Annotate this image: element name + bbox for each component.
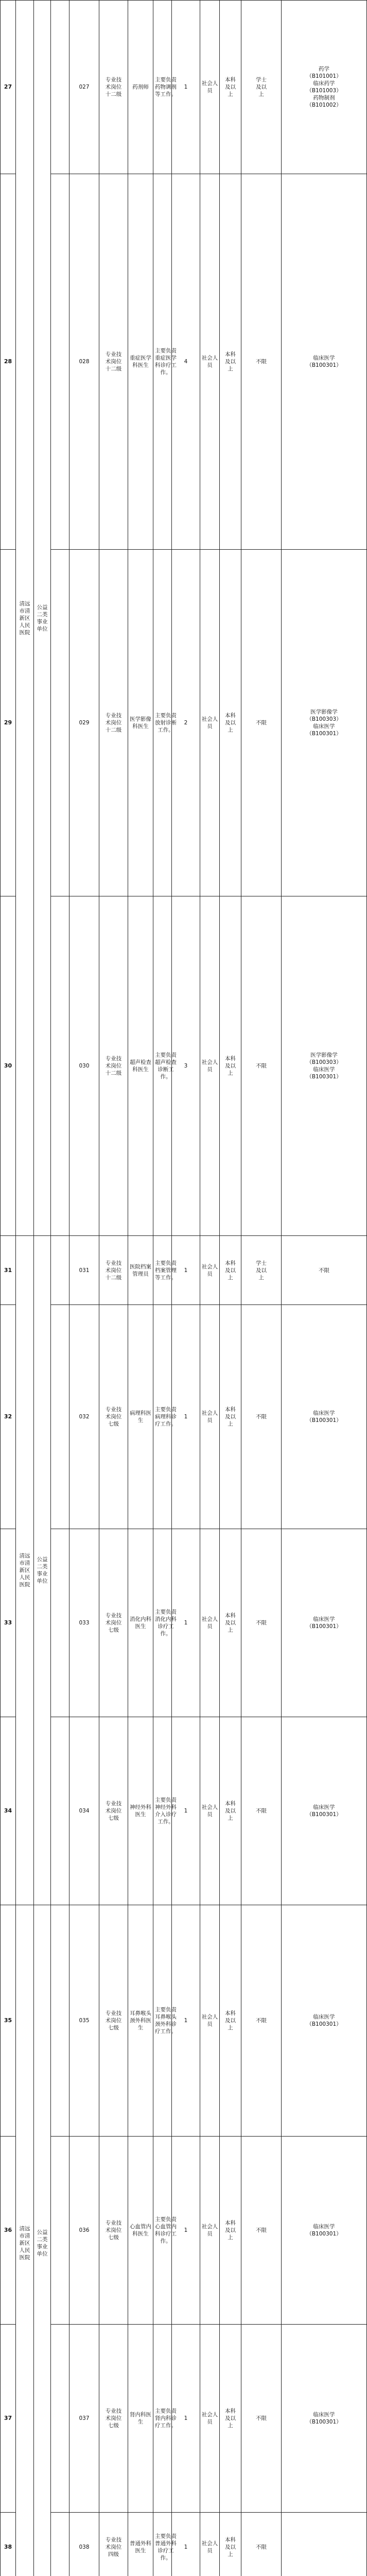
blank-cell — [51, 2513, 69, 2576]
headcount — [172, 896, 200, 1236]
target-group-text: 社会人员 — [201, 1263, 218, 1278]
degree-text: 不限 — [254, 719, 269, 726]
position-grade-text: 专业技术岗位七级 — [103, 1612, 124, 1634]
target-group-text: 社会人员 — [201, 2540, 218, 2554]
education — [220, 1529, 241, 1717]
row-number-text: 34 — [2, 1807, 14, 1815]
education — [220, 2325, 241, 2513]
bachelor-major-line: （B100301） — [283, 2021, 365, 2028]
position-grade-text: 专业技术岗位十二级 — [103, 1260, 124, 1281]
row-number — [1, 174, 16, 550]
table-row — [1, 2513, 367, 2576]
employer-name — [16, 1236, 34, 1905]
degree — [241, 1905, 282, 2137]
degree — [241, 1529, 282, 1717]
table-row — [1, 2325, 367, 2513]
bachelor-major-line: 临床医学 — [283, 354, 365, 362]
table-row — [1, 174, 367, 550]
position-title-text: 普通外科医生 — [129, 2540, 152, 2554]
bachelor-major-line: 临床医学 — [283, 1410, 365, 1417]
employer-name-text: 清远市清新区人民医院 — [18, 600, 32, 636]
education — [220, 896, 241, 1236]
row-number — [1, 2513, 16, 2576]
bachelor-major-line: （B100303） — [283, 716, 365, 723]
position-title-text: 神经外科医生 — [129, 1804, 152, 1818]
bachelor-major — [282, 1717, 367, 1905]
position-title — [128, 1529, 153, 1717]
bachelor-major-line: （B100301） — [283, 1417, 365, 1424]
education-text: 本科及以上 — [223, 1612, 238, 1634]
table-row — [1, 1905, 367, 2137]
position-title-text: 超声检查科医生 — [129, 1059, 152, 1073]
target-group — [200, 2513, 220, 2576]
table-row — [1, 1717, 367, 1905]
target-group-text: 社会人员 — [201, 2013, 218, 2028]
row-number-text: 32 — [2, 1413, 14, 1420]
job-duty — [153, 1905, 172, 2137]
position-code-text: 027 — [71, 83, 98, 91]
job-duty — [153, 896, 172, 1236]
target-group-text: 社会人员 — [201, 354, 218, 369]
job-duty-text: 主要负责药物调剂等工作。 — [154, 76, 177, 98]
bachelor-major-line: 医学影像学 — [283, 708, 365, 716]
bachelor-major-line: （B101003） — [283, 87, 365, 94]
target-group — [200, 550, 220, 896]
degree-text: 不限 — [254, 2544, 269, 2551]
bachelor-major-line: 临床药学 — [283, 80, 365, 87]
bachelor-major-line: （B100303） — [283, 1059, 365, 1066]
degree — [241, 550, 282, 896]
employer-name — [16, 1, 34, 1236]
degree-text: 不限 — [254, 1062, 269, 1070]
unit-type-text: 公益二类事业单位 — [35, 604, 49, 633]
position-grade-text: 专业技术岗位七级 — [103, 1406, 124, 1428]
bachelor-major-line: （B101002） — [283, 101, 365, 109]
job-duty — [153, 1529, 172, 1717]
bachelor-major-line: 医学影像学 — [283, 1052, 365, 1059]
position-code — [69, 1717, 99, 1905]
target-group — [200, 1717, 220, 1905]
unit-type-text: 公益二类事业单位 — [35, 1556, 49, 1585]
position-title — [128, 1305, 153, 1529]
position-code-text: 033 — [71, 1619, 98, 1626]
bachelor-major — [282, 550, 367, 896]
degree — [241, 1717, 282, 1905]
headcount-text: 1 — [173, 83, 199, 91]
education-text: 本科及以上 — [223, 1260, 238, 1281]
position-title-text: 肾内科医生 — [129, 2411, 152, 2426]
job-duty-text: 主要负责心血管内科诊疗工作。 — [154, 2216, 177, 2245]
job-duty-text: 主要负责消化内科诊疗工作。 — [154, 1608, 177, 1637]
education-text: 本科及以上 — [223, 1055, 238, 1077]
position-title-text: 心血管内科医生 — [129, 2223, 152, 2238]
position-title — [128, 1236, 153, 1305]
row-number-text: 27 — [2, 83, 14, 91]
position-title-text: 重症医学科医生 — [129, 354, 152, 369]
position-title — [128, 1905, 153, 2137]
bachelor-major-line: （B100301） — [283, 2418, 365, 2426]
blank-cell — [51, 2325, 69, 2513]
position-grade-text: 专业技术岗位七级 — [103, 2408, 124, 2429]
headcount-text: 4 — [173, 358, 199, 365]
position-code-text: 030 — [71, 1062, 98, 1070]
bachelor-major — [282, 1905, 367, 2137]
bachelor-major-line: 临床医学 — [283, 723, 365, 730]
degree — [241, 2325, 282, 2513]
education — [220, 2513, 241, 2576]
bachelor-major-line: （B100301） — [283, 730, 365, 737]
job-duty — [153, 2325, 172, 2513]
row-number — [1, 1236, 16, 1305]
job-duty — [153, 2513, 172, 2576]
bachelor-major-line: 不限 — [283, 1267, 365, 1274]
bachelor-major — [282, 174, 367, 550]
job-duty-text: 主要负责神经外科介入诊疗工作。 — [154, 1797, 177, 1825]
bachelor-major-line: （B100301） — [283, 362, 365, 369]
position-code — [69, 2513, 99, 2576]
headcount — [172, 1529, 200, 1717]
job-duty-text: 主要负责放射诊断工作。 — [154, 712, 177, 734]
degree-text: 不限 — [254, 2415, 269, 2422]
position-grade-text: 专业技术岗位七级 — [103, 2010, 124, 2031]
target-group-text: 社会人员 — [201, 1804, 218, 1818]
bachelor-major — [282, 1, 367, 174]
bachelor-major-line: 药物制剂 — [283, 94, 365, 101]
row-number-text: 30 — [2, 1062, 14, 1070]
row-number — [1, 1717, 16, 1905]
target-group — [200, 2137, 220, 2325]
position-grade — [99, 174, 128, 550]
blank-cell — [51, 550, 69, 896]
position-code-text: 032 — [71, 1413, 98, 1420]
headcount-text: 1 — [173, 2017, 199, 2024]
headcount-text: 2 — [173, 719, 199, 726]
row-number — [1, 896, 16, 1236]
position-grade-text: 专业技术岗位十二级 — [103, 1055, 124, 1077]
position-title-text: 耳鼻喉头颈外科医生 — [129, 2010, 152, 2031]
position-grade — [99, 1, 128, 174]
position-grade — [99, 2325, 128, 2513]
table-row — [1, 2137, 367, 2325]
row-number — [1, 2325, 16, 2513]
table-row — [1, 1305, 367, 1529]
bachelor-major-line: （B101001） — [283, 73, 365, 80]
position-code — [69, 1529, 99, 1717]
row-number-text: 33 — [2, 1619, 14, 1626]
position-title — [128, 2325, 153, 2513]
unit-type — [34, 1236, 51, 1905]
position-code-text: 037 — [71, 2415, 98, 2422]
position-grade — [99, 896, 128, 1236]
job-duty — [153, 174, 172, 550]
position-grade-text: 专业技术岗位十二级 — [103, 76, 124, 98]
degree-text: 不限 — [254, 1807, 269, 1815]
table-row — [1, 1, 367, 174]
bachelor-major-line: 临床医学 — [283, 1616, 365, 1623]
bachelor-major-line: 临床医学 — [283, 2013, 365, 2021]
target-group-text: 社会人员 — [201, 2411, 218, 2426]
position-code-text: 034 — [71, 1807, 98, 1815]
education — [220, 550, 241, 896]
bachelor-major-line: 临床医学 — [283, 2411, 365, 2418]
position-grade — [99, 2513, 128, 2576]
row-number — [1, 550, 16, 896]
position-grade-text: 专业技术岗位四级 — [103, 2536, 124, 2558]
target-group — [200, 896, 220, 1236]
row-number-text: 31 — [2, 1267, 14, 1274]
bachelor-major-line: （B100301） — [283, 2230, 365, 2238]
unit-type — [34, 1, 51, 1236]
target-group-text: 社会人员 — [201, 716, 218, 730]
education-text: 本科及以上 — [223, 712, 238, 734]
row-number-text: 35 — [2, 2017, 14, 2024]
bachelor-major — [282, 2513, 367, 2576]
row-number — [1, 1905, 16, 2137]
job-duty — [153, 1717, 172, 1905]
position-title-text: 医院档案管理员 — [129, 1263, 152, 1278]
employer-name-text: 清远市清新区人民医院 — [18, 2225, 32, 2261]
blank-cell — [51, 1905, 69, 2137]
table-row — [1, 1236, 367, 1305]
headcount-text: 1 — [173, 1413, 199, 1420]
position-grade — [99, 1529, 128, 1717]
bachelor-major — [282, 2325, 367, 2513]
position-code-text: 029 — [71, 719, 98, 726]
position-code-text: 035 — [71, 2017, 98, 2024]
position-title-text: 消化内科医生 — [129, 1616, 152, 1630]
job-duty-text: 主要负责档案管理等工作。 — [154, 1260, 177, 1281]
unit-type-text: 公益二类事业单位 — [35, 2229, 49, 2258]
target-group-text: 社会人员 — [201, 2223, 218, 2238]
degree-text: 学士及以上 — [254, 1260, 269, 1281]
row-number-text: 28 — [2, 358, 14, 365]
position-code-text: 031 — [71, 1267, 98, 1274]
position-grade-text: 专业技术岗位七级 — [103, 2219, 124, 2241]
target-group — [200, 1305, 220, 1529]
degree — [241, 1236, 282, 1305]
blank-cell — [51, 1236, 69, 1305]
job-duty — [153, 1305, 172, 1529]
row-number — [1, 1, 16, 174]
job-duty — [153, 2137, 172, 2325]
bachelor-major-line: 临床医学 — [283, 2223, 365, 2230]
bachelor-major-line: 临床医学 — [283, 1066, 365, 1073]
education-text: 本科及以上 — [223, 1406, 238, 1428]
education-text: 本科及以上 — [223, 2219, 238, 2241]
position-grade — [99, 1305, 128, 1529]
headcount-text: 1 — [173, 1619, 199, 1626]
bachelor-major — [282, 1305, 367, 1529]
blank-cell — [51, 1717, 69, 1905]
position-title — [128, 174, 153, 550]
job-duty — [153, 1236, 172, 1305]
headcount-text: 1 — [173, 1267, 199, 1274]
blank-cell — [51, 174, 69, 550]
bachelor-major — [282, 1236, 367, 1305]
bachelor-major-line: （B100301） — [283, 1623, 365, 1630]
education-text: 本科及以上 — [223, 2536, 238, 2558]
position-grade — [99, 1905, 128, 2137]
job-duty-text: 主要负责肾内科诊疗工作。 — [154, 2408, 177, 2429]
position-code-text: 028 — [71, 358, 98, 365]
education — [220, 174, 241, 550]
bachelor-major — [282, 1529, 367, 1717]
position-code-text: 036 — [71, 2227, 98, 2234]
education — [220, 1236, 241, 1305]
education-text: 本科及以上 — [223, 76, 238, 98]
position-title-text: 药剂师 — [129, 83, 152, 91]
education — [220, 2137, 241, 2325]
position-grade-text: 专业技术岗位七级 — [103, 1800, 124, 1822]
position-title — [128, 1717, 153, 1905]
position-grade — [99, 1717, 128, 1905]
position-title-text: 病理科医生 — [129, 1410, 152, 1424]
position-code — [69, 896, 99, 1236]
job-duty-text: 主要负责普通外科诊疗工作。 — [154, 2533, 177, 2562]
row-number — [1, 1529, 16, 1717]
bachelor-major — [282, 896, 367, 1236]
employer-name — [16, 1905, 34, 2576]
education — [220, 1717, 241, 1905]
degree-text: 不限 — [254, 2227, 269, 2234]
row-number-text: 36 — [2, 2227, 14, 2234]
row-number — [1, 2137, 16, 2325]
unit-type — [34, 1905, 51, 2576]
headcount-text: 1 — [173, 1807, 199, 1815]
target-group — [200, 174, 220, 550]
position-code — [69, 1, 99, 174]
degree-text: 不限 — [254, 358, 269, 365]
position-grade-text: 专业技术岗位十二级 — [103, 712, 124, 734]
job-duty — [153, 1, 172, 174]
job-duty-text: 主要负责耳鼻喉头颈外科诊疗工作。 — [154, 2006, 177, 2035]
headcount-text: 1 — [173, 2544, 199, 2551]
position-code — [69, 1305, 99, 1529]
position-title — [128, 1, 153, 174]
headcount-text: 1 — [173, 2227, 199, 2234]
education-text: 本科及以上 — [223, 1800, 238, 1822]
degree-text: 学士及以上 — [254, 76, 269, 98]
education-text: 本科及以上 — [223, 2408, 238, 2429]
education — [220, 1, 241, 174]
education — [220, 1905, 241, 2137]
target-group — [200, 2325, 220, 2513]
bachelor-major — [282, 2137, 367, 2325]
target-group-text: 社会人员 — [201, 80, 218, 94]
row-number — [1, 1305, 16, 1529]
bachelor-major-line: （B100301） — [283, 1811, 365, 1818]
target-group-text: 社会人员 — [201, 1616, 218, 1630]
job-duty-text: 主要负责重症医学科诊疗工作。 — [154, 347, 177, 376]
position-code — [69, 2137, 99, 2325]
degree — [241, 1305, 282, 1529]
degree — [241, 1, 282, 174]
job-duty-text: 主要负责病理科诊疗工作。 — [154, 1406, 177, 1428]
position-code — [69, 550, 99, 896]
degree — [241, 896, 282, 1236]
position-title — [128, 550, 153, 896]
education — [220, 1305, 241, 1529]
target-group — [200, 1529, 220, 1717]
target-group-text: 社会人员 — [201, 1059, 218, 1073]
position-title — [128, 2137, 153, 2325]
position-code — [69, 2325, 99, 2513]
education-text: 本科及以上 — [223, 351, 238, 372]
position-title-text: 医学影像科医生 — [129, 716, 152, 730]
position-code — [69, 174, 99, 550]
job-duty-text: 主要负责超声检查诊断工作。 — [154, 1052, 177, 1080]
target-group — [200, 1905, 220, 2137]
headcount-text: 3 — [173, 1062, 199, 1070]
row-number-text: 37 — [2, 2415, 14, 2422]
target-group — [200, 1236, 220, 1305]
table-row — [1, 1529, 367, 1717]
target-group — [200, 1, 220, 174]
degree — [241, 2513, 282, 2576]
position-grade — [99, 1236, 128, 1305]
blank-cell — [51, 1, 69, 174]
blank-cell — [51, 1529, 69, 1717]
position-title — [128, 2513, 153, 2576]
row-number-text: 29 — [2, 719, 14, 726]
bachelor-major-line: 药学 — [283, 65, 365, 73]
degree — [241, 2137, 282, 2325]
position-code — [69, 1236, 99, 1305]
employer-name-text: 清远市清新区人民医院 — [18, 1552, 32, 1588]
position-grade — [99, 550, 128, 896]
target-group-text: 社会人员 — [201, 1410, 218, 1424]
degree-text: 不限 — [254, 1413, 269, 1420]
degree — [241, 174, 282, 550]
row-number-text: 38 — [2, 2544, 14, 2551]
degree-text: 不限 — [254, 1619, 269, 1626]
table-row — [1, 896, 367, 1236]
position-grade — [99, 2137, 128, 2325]
table-row — [1, 550, 367, 896]
bachelor-major-line: 临床医学 — [283, 1804, 365, 1811]
headcount-text: 1 — [173, 2415, 199, 2422]
position-grade-text: 专业技术岗位十二级 — [103, 351, 124, 372]
blank-cell — [51, 1305, 69, 1529]
education-text: 本科及以上 — [223, 2010, 238, 2031]
degree-text: 不限 — [254, 2017, 269, 2024]
position-code-text: 038 — [71, 2544, 98, 2551]
blank-cell — [51, 2137, 69, 2325]
position-title — [128, 896, 153, 1236]
job-duty — [153, 550, 172, 896]
bachelor-major-line: （B100301） — [283, 1073, 365, 1080]
position-code — [69, 1905, 99, 2137]
blank-cell — [51, 896, 69, 1236]
